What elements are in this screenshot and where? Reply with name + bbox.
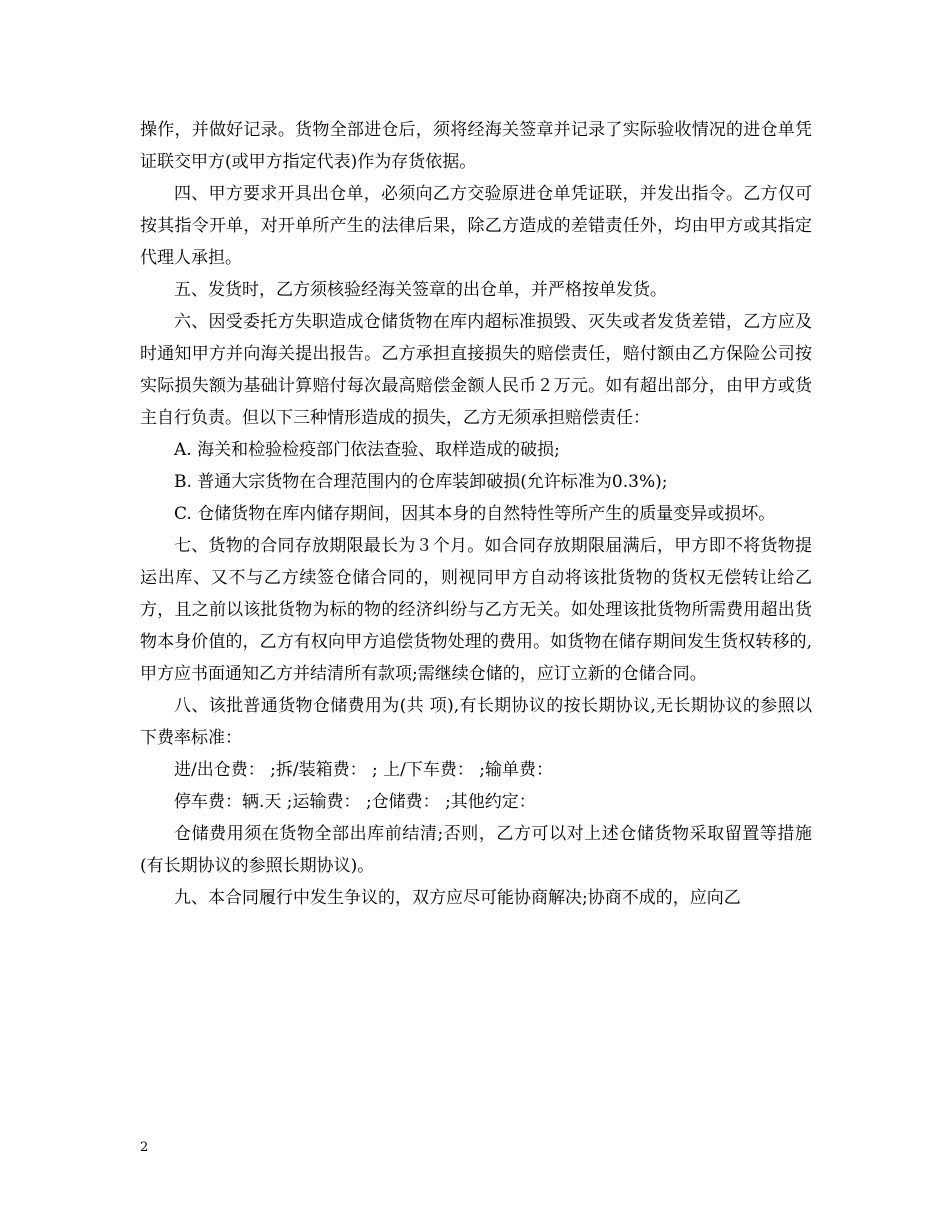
- paragraph-clause-7: 七、货物的合同存放期限最长为３个月。如合同存放期限届满后，甲方即不将货物提运出库、又不与乙方续签仓储合同的，则视同甲方自动将该批货物的货权无偿转让给乙方，且之前以该批货物为标的物的经济纠纷与乙方无关。如处理该批货物所需费用超出货物本身价值的，乙方有权向甲方追偿货物处理的费用。如货物在储存期间发生货权转移的,甲方应书面通知乙方并结清所有款项;需继续仓储的，应订立新的仓储合同。: [140, 536, 812, 684]
- paragraph-fee-line-1: 进/出仓费： ;拆/装箱费： ; 上/下车费： ;输单费：: [174, 760, 553, 780]
- paragraph-item-b: B. 普通大宗货物在合理范围内的仓库装卸破损(允许标准为0.3%);: [174, 472, 668, 492]
- paragraph-continued: 操作，并做好记录。货物全部进仓后，须将经海关签章并记录了实际验收情况的进仓单凭证联交甲方(或甲方指定代表)作为存货依据。: [140, 120, 812, 172]
- paragraph-clause-8: 八、该批普通货物仓储费用为(共 项),有长期协议的按长期协议,无长期协议的参照以下费率标准：: [140, 696, 812, 748]
- paragraph-clause-6: 六、因受委托方失职造成仓储货物在库内超标准损毁、灭失或者发货差错，乙方应及时通知甲方并向海关提出报告。乙方承担直接损失的赔偿责任，赔付额由乙方保险公司按实际损失额为基础计算赔付每次最高赔偿金额人民币２万元。如有超出部分，由甲方或货主自行负责。但以下三种情形造成的损失，乙方无须承担赔偿责任：: [140, 312, 812, 428]
- paragraph-fee-line-2: 停车费：辆.天 ;运输费： ;仓储费： ;其他约定：: [174, 792, 536, 812]
- paragraph-item-a: A. 海关和检验检疫部门依法查验、取样造成的破损;: [174, 440, 560, 460]
- page-number: 2: [140, 1140, 149, 1155]
- paragraph-clause-5: 五、发货时，乙方须核验经海关签章的出仓单，并严格按单发货。: [174, 280, 667, 300]
- paragraph-clause-9: 九、本合同履行中发生争议的，双方应尽可能协商解决;协商不成的，应向乙: [174, 888, 741, 908]
- paragraph-item-c: C. 仓储货物在库内储存期间，因其本身的自然特性等所产生的质量变异或损坏。: [174, 504, 776, 524]
- paragraph-clause-4: 四、甲方要求开具出仓单，必须向乙方交验原进仓单凭证联，并发出指令。乙方仅可按其指令开单，对开单所产生的法律后果，除乙方造成的差错责任外，均由甲方或其指定代理人承担。: [140, 184, 812, 268]
- document-body: [140, 114, 812, 914]
- paragraph-fee-settlement: 仓储费用须在货物全部出库前结清;否则，乙方可以对上述仓储货物采取留置等措施(有长期协议的参照长期协议)。: [140, 824, 812, 876]
